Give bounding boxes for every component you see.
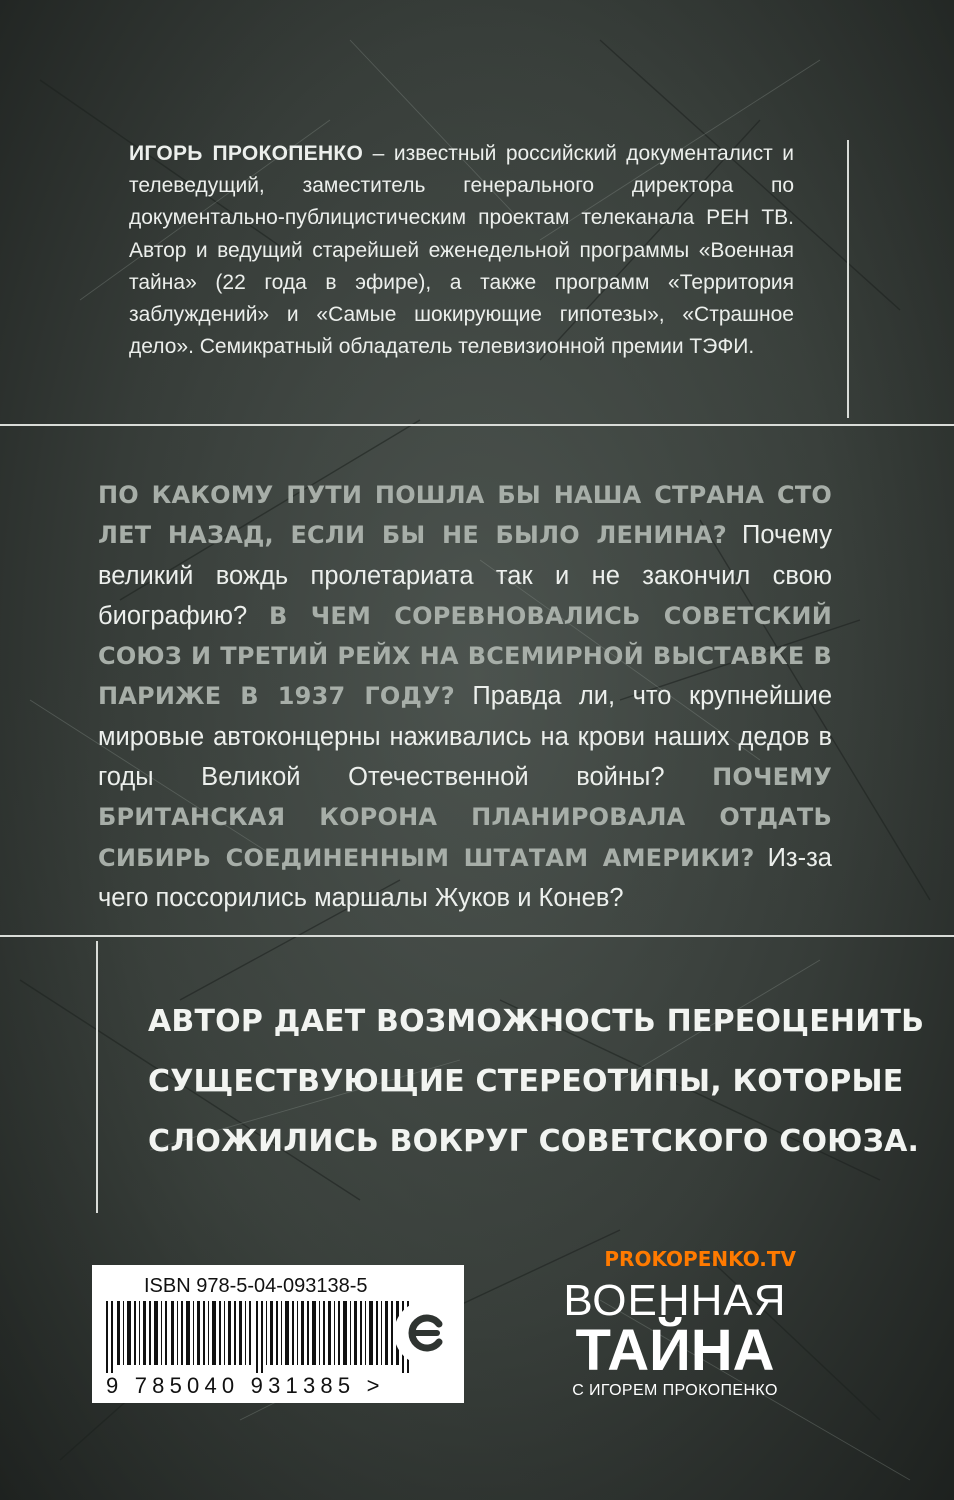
teaser-questions — [98, 475, 832, 918]
publisher-logo-icon — [393, 1300, 459, 1366]
question-3-highlight: ПОЧЕМУ БРИТАНСКАЯ КОРОНА ПЛАНИРОВАЛА ОТДАТЬ СИБИРЬ СОЕДИНЕННЫМ ШТАТАМ АМЕРИКИ? — [98, 763, 832, 872]
frame-line-upper — [0, 424, 954, 426]
question-2-text: Правда ли, что крупнейшие мировые автоконцерны наживались на крови наших дедов в годы Великой Отечественной войны? — [98, 682, 832, 792]
author-name: ИГОРЬ ПРОКОПЕНКО — [129, 142, 364, 165]
question-3-text: Из-за чего поссорились маршалы Жуков и Конев? — [98, 843, 832, 912]
author-bio — [129, 138, 794, 363]
question-2-highlight: В ЧЕМ СОРЕВНОВАЛИСЬ СОВЕТСКИЙ СОЮЗ И ТРЕТИЙ РЕЙХ НА ВСЕМИРНОЙ ВЫСТАВКЕ В ПАРИЖЕ В 1937 ГОДУ? — [98, 601, 832, 711]
show-title-line-2: ТАЙНА — [575, 1318, 775, 1383]
question-1-highlight: ПО КАКОМУ ПУТИ ПОШЛА БЫ НАША СТРАНА СТО ЛЕТ НАЗАД, ЕСЛИ БЫ НЕ БЫЛО ЛЕНИНА? — [98, 481, 832, 550]
question-1-text: Почему великий вождь пролетариата так и не закончил свою биографию? — [98, 521, 832, 630]
claim-line-3: СЛОЖИЛИСЬ ВОКРУГ СОВЕТСКОГО СОЮЗА. — [148, 1124, 920, 1159]
barcode-digits: 9 785040 931385 > — [106, 1373, 385, 1398]
summary-claim — [148, 992, 925, 1172]
frame-line-top-right — [847, 140, 849, 418]
frame-line-bottom-left — [96, 941, 98, 1213]
claim-line-2: СУЩЕСТВУЮЩИЕ СТЕРЕОТИПЫ, КОТОРЫЕ — [148, 1064, 904, 1099]
frame-line-lower — [0, 935, 954, 937]
isbn-label: ISBN 978-5-04-093138-5 — [144, 1275, 368, 1297]
show-title-line-1: ВОЕННАЯ — [563, 1276, 787, 1325]
claim-line-1: АВТОР ДАЕТ ВОЗМОЖНОСТЬ ПЕРЕОЦЕНИТЬ — [148, 1004, 925, 1039]
author-bio-text: – известный российский документалист и телеведущий, заместитель генерального директора по документально-публицистическим проектам телеканала РЕН ТВ. Автор и ведущий старейшей еженедельной программы «Военная тайна» (22 года в эфире), а также программ «Территория заблуждений» и «Самые шокирующие гипотезы», «Страшное дело». Семикратный обладатель телевизионной премии ТЭФИ. — [129, 142, 795, 359]
website-link: PROKOPENKO.TV — [604, 1247, 796, 1271]
show-subtitle: С ИГОРЕМ ПРОКОПЕНКО — [572, 1382, 778, 1399]
